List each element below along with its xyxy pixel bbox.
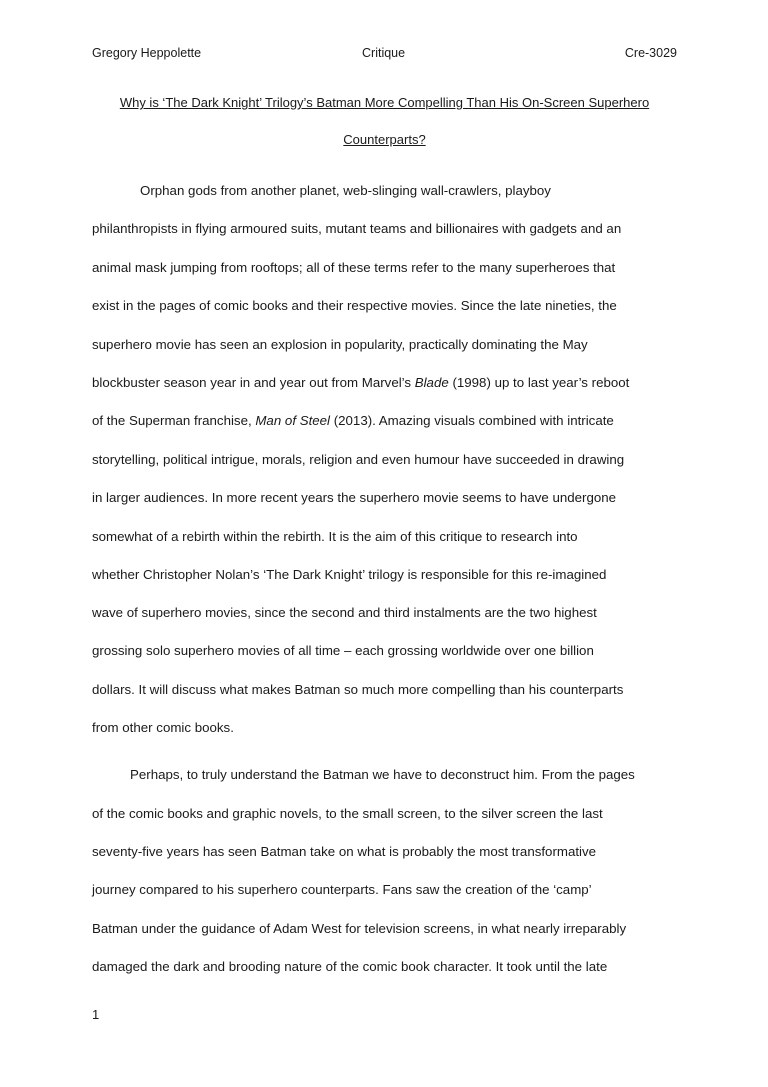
header-author: Gregory Heppolette <box>92 46 202 60</box>
paragraph-2-line-4: journey compared to his superhero counterparts. Fans saw the creation of the ‘camp’ <box>92 882 592 897</box>
paragraph-2-line-1: Perhaps, to truly understand the Batman we have to deconstruct him. From the pages <box>130 767 635 782</box>
paragraph-1-line-7-a: of the Superman franchise, <box>92 413 256 428</box>
paragraph-1-line-2: philanthropists in flying armoured suits, mutant teams and billionaires with gadgets and an <box>92 221 622 236</box>
paragraph-2-line-2: of the comic books and graphic novels, to the small screen, to the silver screen the last <box>92 806 603 821</box>
page-header <box>92 46 677 64</box>
paragraph-2-line-3: seventy-five years has seen Batman take on what is probably the most transformative <box>92 844 597 859</box>
paragraph-1-line-7 <box>92 412 614 430</box>
paragraph-1-line-11: whether Christopher Nolan’s ‘The Dark Knight’ trilogy is responsible for this re-imagined <box>92 567 607 582</box>
paragraph-1-line-4: exist in the pages of comic books and their respective movies. Since the late nineties, the <box>92 298 617 313</box>
paragraph-1-line-10: somewhat of a rebirth within the rebirth. It is the aim of this critique to research into <box>92 529 578 544</box>
paragraph-1-line-13: grossing solo superhero movies of all time – each grossing worldwide over one billion <box>92 643 594 658</box>
header-course-code: Cre-3029 <box>624 46 677 60</box>
paragraph-1-line-6 <box>92 374 629 392</box>
paragraph-2-line-5: Batman under the guidance of Adam West for television screens, in what nearly irreparably <box>92 921 627 936</box>
paragraph-1-line-14: dollars. It will discuss what makes Batman so much more compelling than his counterparts <box>92 682 624 697</box>
paragraph-1-line-8: storytelling, political intrigue, morals, religion and even humour have succeeded in drawing <box>92 452 625 467</box>
paragraph-1-line-6-a: blockbuster season year in and year out from Marvel’s <box>92 375 415 390</box>
paragraph-1-line-1: Orphan gods from another planet, web-slinging wall-crawlers, playboy <box>140 183 551 198</box>
document-title-line-1: Why is ‘The Dark Knight’ Trilogy’s Batman More Compelling Than His On-Screen Superhero <box>119 95 650 110</box>
header-doc-type: Critique <box>362 46 406 60</box>
paragraph-2-line-6: damaged the dark and brooding nature of the comic book character. It took until the late <box>92 959 608 974</box>
paragraph-1-line-15: from other comic books. <box>92 720 234 735</box>
paragraph-1-line-6-b: (1998) up to last year’s reboot <box>448 375 630 390</box>
paragraph-1-line-9: in larger audiences. In more recent years the superhero movie seems to have undergone <box>92 490 617 505</box>
film-title-blade: Blade <box>414 375 449 390</box>
paragraph-1-line-5: superhero movie has seen an explosion in popularity, practically dominating the May <box>92 337 588 352</box>
film-title-man-of-steel: Man of Steel <box>255 413 331 428</box>
document-title-line-2: Counterparts? <box>343 132 426 147</box>
paragraph-1-line-3: animal mask jumping from rooftops; all of these terms refer to the many superheroes that <box>92 260 616 275</box>
paragraph-1-line-7-b: (2013). Amazing visuals combined with intricate <box>330 413 614 428</box>
paragraph-1-line-12: wave of superhero movies, since the second and third instalments are the two highest <box>92 605 597 620</box>
page-number: 1 <box>92 1007 100 1022</box>
